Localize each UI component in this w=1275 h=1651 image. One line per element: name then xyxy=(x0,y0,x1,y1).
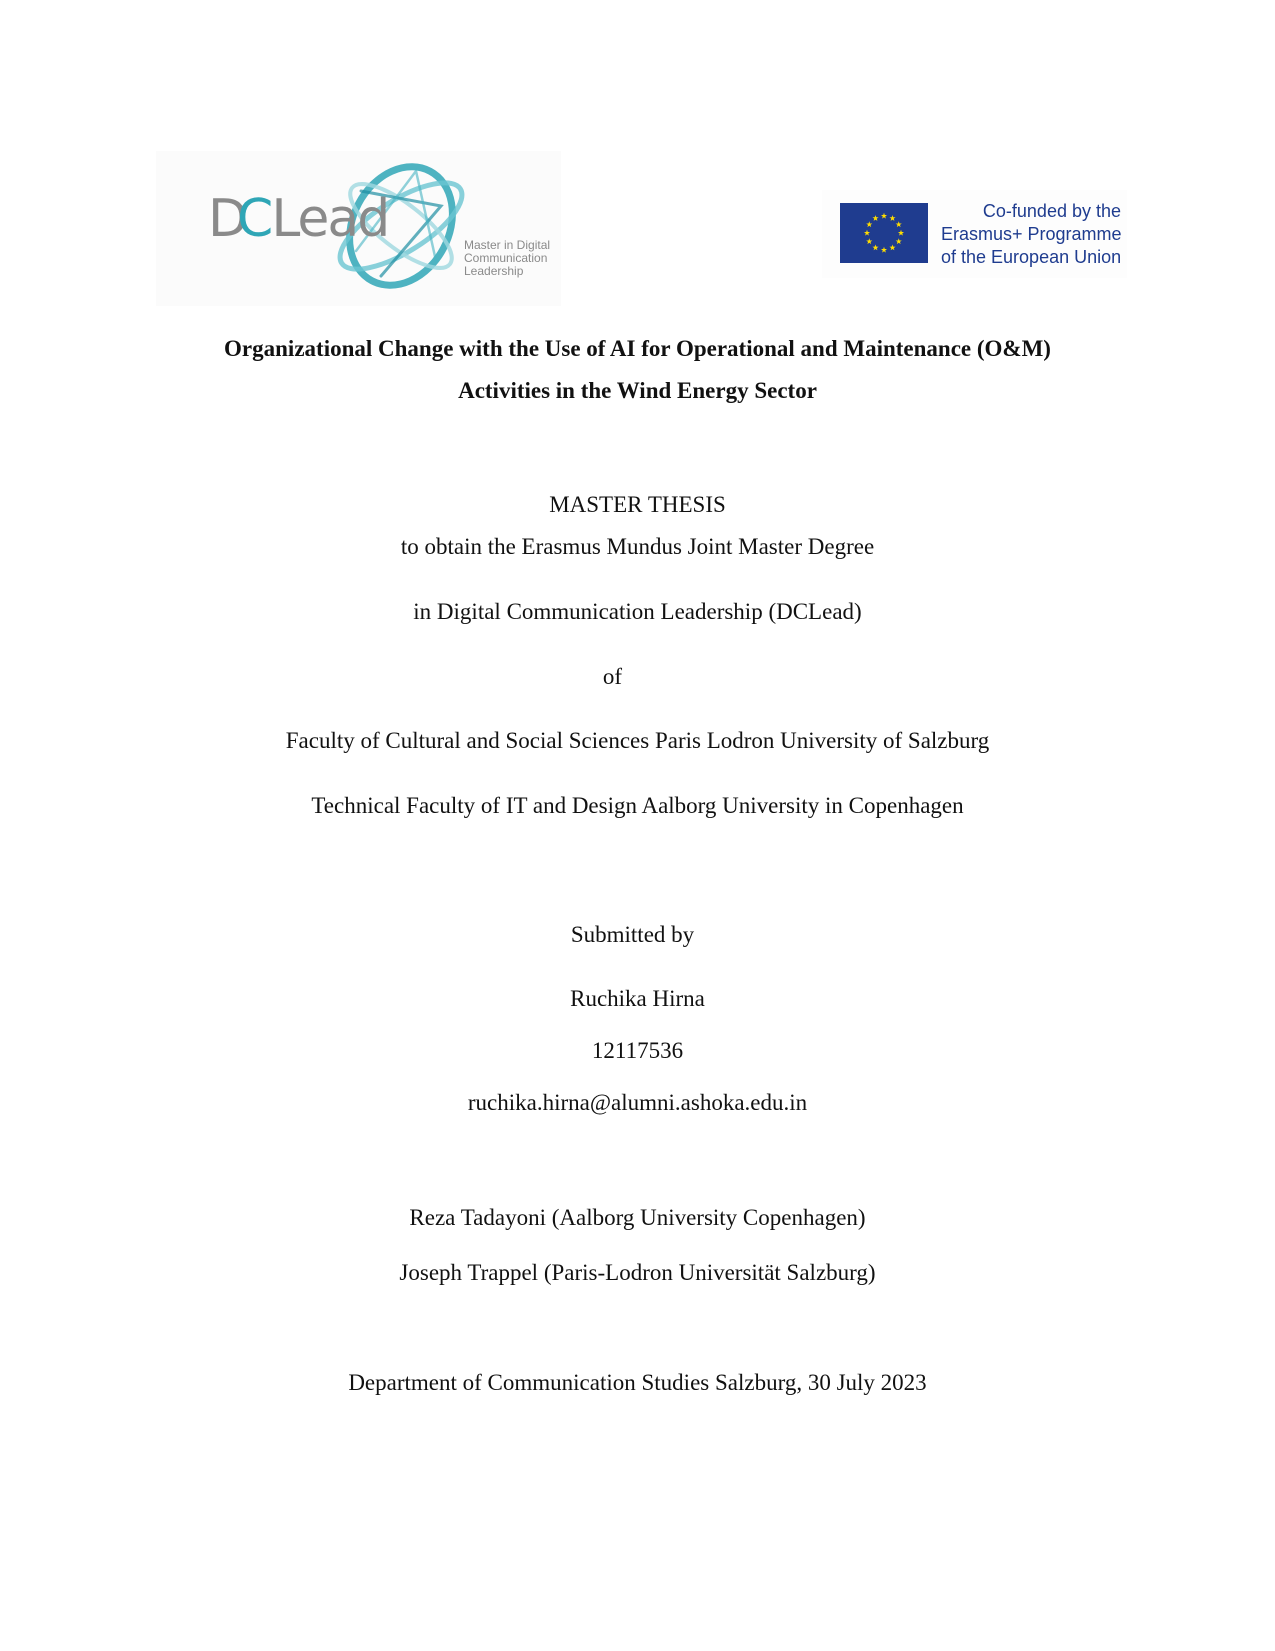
thesis-title-line-1: Organizational Change with the Use of AI for Operational and Maintenance (O&M) xyxy=(224,336,1051,361)
eu-stars xyxy=(840,203,928,263)
department-date: Department of Communication Studies Salzburg, 30 July 2023 xyxy=(348,1370,927,1395)
eu-flag-icon xyxy=(840,203,928,263)
eu-star xyxy=(872,215,878,221)
eu-star xyxy=(896,238,902,244)
degree-purpose: to obtain the Erasmus Mundus Joint Master Degree xyxy=(400,534,875,559)
eu-star xyxy=(872,245,878,251)
eu-erasmus-logo xyxy=(822,190,1127,278)
author-email: ruchika.hirna@alumni.ashoka.edu.in xyxy=(467,1090,808,1115)
eu-star xyxy=(881,213,887,219)
degree-of: of xyxy=(602,664,623,689)
eu-star xyxy=(889,245,895,251)
document-type: MASTER THESIS xyxy=(549,492,726,517)
eu-star xyxy=(896,221,902,227)
eu-star xyxy=(898,230,904,236)
eu-funding-text: Co-funded by the Erasmus+ Programme of the European Union xyxy=(941,201,1122,267)
eu-star xyxy=(889,215,895,221)
student-id: 12117536 xyxy=(591,1038,684,1063)
dclead-logo xyxy=(156,151,561,306)
supervisor-1: Reza Tadayoni (Aalborg University Copenhagen) xyxy=(409,1205,866,1230)
supervisor-2: Joseph Trappel (Paris-Lodron Universität Salzburg) xyxy=(399,1260,876,1285)
submitted-by-label: Submitted by xyxy=(570,922,695,947)
degree-program: in Digital Communication Leadership (DCLead) xyxy=(413,599,862,624)
eu-star xyxy=(881,247,887,253)
eu-star xyxy=(866,221,872,227)
dclead-wordmark: DCLead xyxy=(208,189,389,249)
thesis-title-line-2: Activities in the Wind Energy Sector xyxy=(458,378,817,403)
author-name: Ruchika Hirna xyxy=(570,986,705,1011)
eu-star xyxy=(866,238,872,244)
faculty-salzburg: Faculty of Cultural and Social Sciences Paris Lodron University of Salzburg xyxy=(285,728,990,753)
faculty-aalborg: Technical Faculty of IT and Design Aalborg University in Copenhagen xyxy=(311,793,964,818)
eu-star xyxy=(864,230,870,236)
dclead-tagline: Master in Digital Communication Leadership xyxy=(464,238,551,278)
